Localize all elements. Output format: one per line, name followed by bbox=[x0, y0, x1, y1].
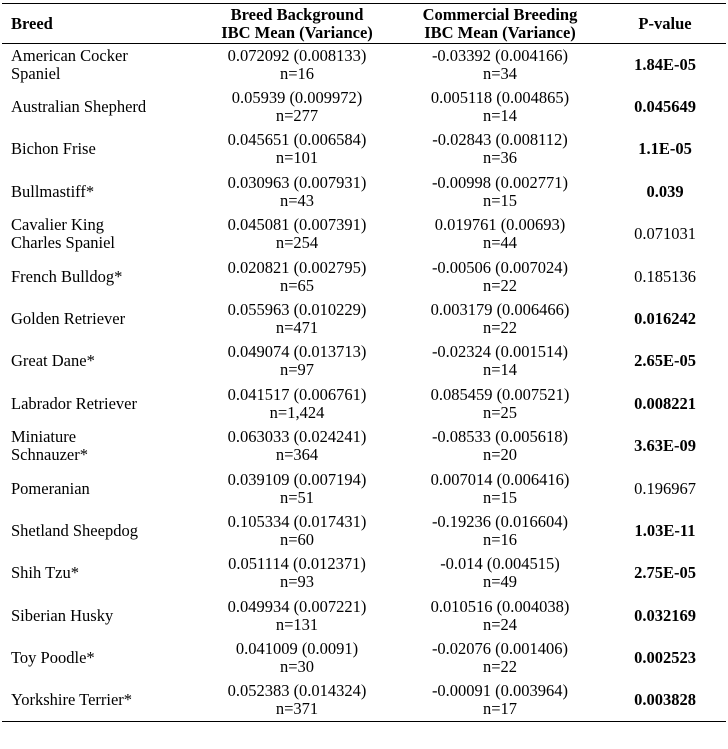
ibc-comparison-table bbox=[2, 3, 726, 722]
breed-background-cell bbox=[198, 171, 396, 213]
breed-cell bbox=[2, 171, 198, 213]
breed-background-cell-n: n=471 bbox=[275, 318, 319, 338]
breed-background-cell-mean: 0.051114 (0.012371) bbox=[228, 554, 366, 574]
p-value-cell: 1.84E-05 bbox=[634, 54, 696, 74]
breed-name-line1: American Cocker bbox=[11, 45, 128, 65]
breed-name-line2: Charles Spaniel bbox=[11, 233, 116, 253]
breed-name-line1: Bullmastiff* bbox=[11, 181, 95, 201]
commercial-breeding-cell-n: n=15 bbox=[482, 487, 518, 507]
commercial-breeding-cell bbox=[396, 298, 604, 340]
header-breed-background-line2: IBC Mean (Variance) bbox=[221, 22, 373, 42]
breed-name-line1: Shih Tzu* bbox=[11, 563, 79, 583]
commercial-breeding-cell-mean: 0.007014 (0.006416) bbox=[430, 469, 570, 489]
table-row bbox=[2, 128, 726, 170]
breed-background-cell-n: n=1,424 bbox=[269, 402, 325, 422]
breed-cell bbox=[2, 637, 198, 679]
breed-background-cell-n: n=30 bbox=[279, 657, 315, 677]
commercial-breeding-cell-n: n=22 bbox=[482, 318, 518, 338]
breed-background-cell-n: n=60 bbox=[279, 529, 315, 549]
breed-background-cell-n: n=101 bbox=[275, 148, 319, 168]
p-value-cell: 1.03E-11 bbox=[634, 520, 696, 540]
breed-name-line1: Shetland Sheepdog bbox=[11, 520, 138, 540]
breed-background-cell-mean: 0.020821 (0.002795) bbox=[227, 257, 367, 277]
table-row bbox=[2, 255, 726, 297]
table-row bbox=[2, 425, 726, 467]
header-commercial-breeding-line1: Commercial Breeding bbox=[422, 4, 578, 24]
commercial-breeding-cell bbox=[396, 595, 604, 637]
breed-background-cell-mean: 0.039109 (0.007194) bbox=[227, 469, 367, 489]
breed-background-cell-mean: 0.05939 (0.009972) bbox=[231, 88, 363, 108]
breed-name-line1: French Bulldog* bbox=[11, 266, 123, 286]
breed-background-cell bbox=[198, 595, 396, 637]
breed-background-cell-mean: 0.049074 (0.013713) bbox=[227, 342, 367, 362]
header-commercial-breeding-line2: IBC Mean (Variance) bbox=[424, 22, 576, 42]
p-value-cell: 0.185136 bbox=[634, 266, 696, 286]
header-breed: Breed bbox=[11, 13, 53, 33]
commercial-breeding-cell-mean: -0.03392 (0.004166) bbox=[431, 45, 569, 65]
commercial-breeding-cell-n: n=22 bbox=[482, 275, 518, 295]
p-value-cell: 2.65E-05 bbox=[634, 351, 696, 371]
breed-background-cell-mean: 0.045651 (0.006584) bbox=[227, 130, 367, 150]
breed-background-cell bbox=[198, 86, 396, 128]
commercial-breeding-cell-n: n=49 bbox=[482, 572, 518, 592]
breed-name-line2: Schnauzer* bbox=[11, 445, 88, 465]
commercial-breeding-cell-mean: -0.02843 (0.008112) bbox=[432, 130, 568, 150]
table-body bbox=[2, 44, 726, 722]
commercial-breeding-cell-mean: -0.02324 (0.001514) bbox=[431, 342, 569, 362]
breed-name-line1: Great Dane* bbox=[11, 351, 95, 371]
breed-name-line1: Bichon Frise bbox=[11, 139, 96, 159]
breed-background-cell-n: n=93 bbox=[279, 572, 315, 592]
table-row bbox=[2, 467, 726, 509]
breed-background-cell-n: n=277 bbox=[275, 106, 319, 126]
commercial-breeding-cell-mean: -0.02076 (0.001406) bbox=[431, 639, 569, 659]
p-value-cell: 3.63E-09 bbox=[634, 436, 696, 456]
p-value-cell: 0.016242 bbox=[634, 309, 696, 329]
commercial-breeding-cell bbox=[396, 467, 604, 509]
commercial-breeding-cell-mean: -0.00998 (0.002771) bbox=[431, 172, 569, 192]
breed-background-cell bbox=[198, 255, 396, 297]
breed-name-line1: Toy Poodle* bbox=[11, 648, 95, 668]
table-row bbox=[2, 298, 726, 340]
breed-background-cell bbox=[198, 340, 396, 382]
commercial-breeding-cell-mean: 0.085459 (0.007521) bbox=[430, 384, 570, 404]
breed-cell bbox=[2, 425, 198, 467]
p-value-cell: 0.039 bbox=[646, 181, 684, 201]
breed-cell bbox=[2, 86, 198, 128]
commercial-breeding-cell-n: n=14 bbox=[482, 360, 518, 380]
commercial-breeding-cell-n: n=25 bbox=[482, 402, 518, 422]
breed-cell bbox=[2, 44, 198, 86]
p-value-cell: 0.032169 bbox=[634, 605, 696, 625]
breed-cell bbox=[2, 510, 198, 552]
commercial-breeding-cell-mean: -0.00506 (0.007024) bbox=[431, 257, 569, 277]
breed-background-cell-n: n=131 bbox=[275, 614, 319, 634]
commercial-breeding-cell-n: n=36 bbox=[482, 148, 518, 168]
breed-cell bbox=[2, 383, 198, 425]
breed-cell bbox=[2, 128, 198, 170]
breed-name-line1: Pomeranian bbox=[11, 478, 90, 498]
table-header bbox=[2, 4, 726, 44]
header-breed-background bbox=[198, 4, 396, 44]
commercial-breeding-cell bbox=[396, 510, 604, 552]
commercial-breeding-cell-mean: -0.19236 (0.016604) bbox=[431, 511, 569, 531]
commercial-breeding-cell bbox=[396, 637, 604, 679]
commercial-breeding-cell bbox=[396, 340, 604, 382]
breed-background-cell-n: n=97 bbox=[279, 360, 315, 380]
commercial-breeding-cell-n: n=34 bbox=[482, 63, 518, 83]
table-row bbox=[2, 340, 726, 382]
breed-name-line1: Golden Retriever bbox=[11, 309, 126, 329]
p-value-cell: 1.1E-05 bbox=[638, 139, 692, 159]
commercial-breeding-cell bbox=[396, 383, 604, 425]
commercial-breeding-cell-n: n=15 bbox=[482, 190, 518, 210]
commercial-breeding-cell-n: n=20 bbox=[482, 445, 518, 465]
breed-background-cell-n: n=51 bbox=[279, 487, 315, 507]
p-value-cell: 0.003828 bbox=[634, 690, 696, 710]
table-row bbox=[2, 637, 726, 679]
header-p-value: P-value bbox=[638, 13, 692, 33]
breed-background-cell-mean: 0.030963 (0.007931) bbox=[227, 172, 367, 192]
breed-cell bbox=[2, 467, 198, 509]
table-row bbox=[2, 595, 726, 637]
table-row bbox=[2, 213, 726, 255]
commercial-breeding-cell-n: n=24 bbox=[482, 614, 518, 634]
breed-name-line1: Siberian Husky bbox=[11, 605, 114, 625]
commercial-breeding-cell bbox=[396, 679, 604, 721]
header-commercial-breeding bbox=[396, 4, 604, 44]
header-row bbox=[2, 4, 726, 44]
p-value-cell: 0.045649 bbox=[634, 97, 696, 117]
table-row bbox=[2, 171, 726, 213]
breed-background-cell bbox=[198, 44, 396, 86]
breed-name-line1: Miniature bbox=[11, 427, 77, 447]
breed-background-cell-mean: 0.049934 (0.007221) bbox=[227, 596, 367, 616]
breed-cell bbox=[2, 213, 198, 255]
breed-background-cell-mean: 0.045081 (0.007391) bbox=[227, 215, 367, 235]
commercial-breeding-cell-n: n=17 bbox=[482, 699, 518, 719]
commercial-breeding-cell-mean: 0.003179 (0.006466) bbox=[430, 300, 570, 320]
commercial-breeding-cell-mean: -0.08533 (0.005618) bbox=[431, 427, 569, 447]
commercial-breeding-cell-mean: -0.014 (0.004515) bbox=[440, 554, 560, 574]
breed-name-line1: Yorkshire Terrier* bbox=[11, 690, 133, 710]
breed-name-line1: Labrador Retriever bbox=[11, 393, 137, 413]
breed-background-cell-mean: 0.052383 (0.014324) bbox=[227, 681, 367, 701]
p-value-cell: 2.75E-05 bbox=[634, 563, 696, 583]
breed-background-cell-mean: 0.041009 (0.0091) bbox=[235, 639, 359, 659]
breed-background-cell bbox=[198, 679, 396, 721]
breed-background-cell-n: n=16 bbox=[279, 63, 315, 83]
breed-background-cell-mean: 0.063033 (0.024241) bbox=[227, 427, 367, 447]
commercial-breeding-cell-mean: -0.00091 (0.003964) bbox=[431, 681, 569, 701]
commercial-breeding-cell bbox=[396, 255, 604, 297]
breed-background-cell-n: n=254 bbox=[275, 233, 319, 253]
breed-background-cell bbox=[198, 213, 396, 255]
breed-cell bbox=[2, 255, 198, 297]
breed-background-cell-n: n=43 bbox=[279, 190, 315, 210]
commercial-breeding-cell-n: n=22 bbox=[482, 657, 518, 677]
commercial-breeding-cell-n: n=44 bbox=[482, 233, 518, 253]
breed-background-cell bbox=[198, 383, 396, 425]
breed-background-cell bbox=[198, 637, 396, 679]
breed-background-cell bbox=[198, 510, 396, 552]
breed-cell bbox=[2, 595, 198, 637]
breed-background-cell-n: n=371 bbox=[275, 699, 319, 719]
p-value-cell: 0.071031 bbox=[634, 224, 696, 244]
breed-cell bbox=[2, 552, 198, 594]
commercial-breeding-cell-n: n=16 bbox=[482, 529, 518, 549]
commercial-breeding-cell bbox=[396, 44, 604, 86]
table-row bbox=[2, 44, 726, 86]
breed-background-cell-mean: 0.105334 (0.017431) bbox=[227, 511, 367, 531]
breed-background-cell-mean: 0.055963 (0.010229) bbox=[227, 300, 367, 320]
breed-name-line2: Spaniel bbox=[11, 63, 61, 83]
header-breed-background-line1: Breed Background bbox=[230, 4, 364, 24]
breed-cell bbox=[2, 340, 198, 382]
breed-name-line1: Cavalier King bbox=[11, 215, 105, 235]
breed-cell bbox=[2, 679, 198, 721]
table-row bbox=[2, 552, 726, 594]
commercial-breeding-cell-mean: 0.010516 (0.004038) bbox=[430, 596, 570, 616]
table-row bbox=[2, 510, 726, 552]
breed-background-cell bbox=[198, 552, 396, 594]
commercial-breeding-cell-mean: 0.005118 (0.004865) bbox=[430, 88, 570, 108]
commercial-breeding-cell bbox=[396, 425, 604, 467]
p-value-cell: 0.008221 bbox=[634, 393, 696, 413]
commercial-breeding-cell-n: n=14 bbox=[482, 106, 518, 126]
breed-background-cell bbox=[198, 298, 396, 340]
commercial-breeding-cell bbox=[396, 171, 604, 213]
p-value-cell: 0.002523 bbox=[634, 648, 696, 668]
breed-background-cell-mean: 0.041517 (0.006761) bbox=[227, 384, 367, 404]
breed-name-line1: Australian Shepherd bbox=[11, 97, 147, 117]
table-row bbox=[2, 679, 726, 721]
table-row bbox=[2, 383, 726, 425]
commercial-breeding-cell bbox=[396, 86, 604, 128]
breed-background-cell bbox=[198, 467, 396, 509]
commercial-breeding-cell bbox=[396, 128, 604, 170]
breed-background-cell bbox=[198, 425, 396, 467]
commercial-breeding-cell-mean: 0.019761 (0.00693) bbox=[434, 215, 566, 235]
commercial-breeding-cell bbox=[396, 552, 604, 594]
breed-cell bbox=[2, 298, 198, 340]
table-row bbox=[2, 86, 726, 128]
breed-background-cell-n: n=364 bbox=[275, 445, 319, 465]
breed-background-cell-n: n=65 bbox=[279, 275, 315, 295]
commercial-breeding-cell bbox=[396, 213, 604, 255]
breed-background-cell bbox=[198, 128, 396, 170]
breed-background-cell-mean: 0.072092 (0.008133) bbox=[227, 45, 367, 65]
p-value-cell: 0.196967 bbox=[634, 478, 696, 498]
